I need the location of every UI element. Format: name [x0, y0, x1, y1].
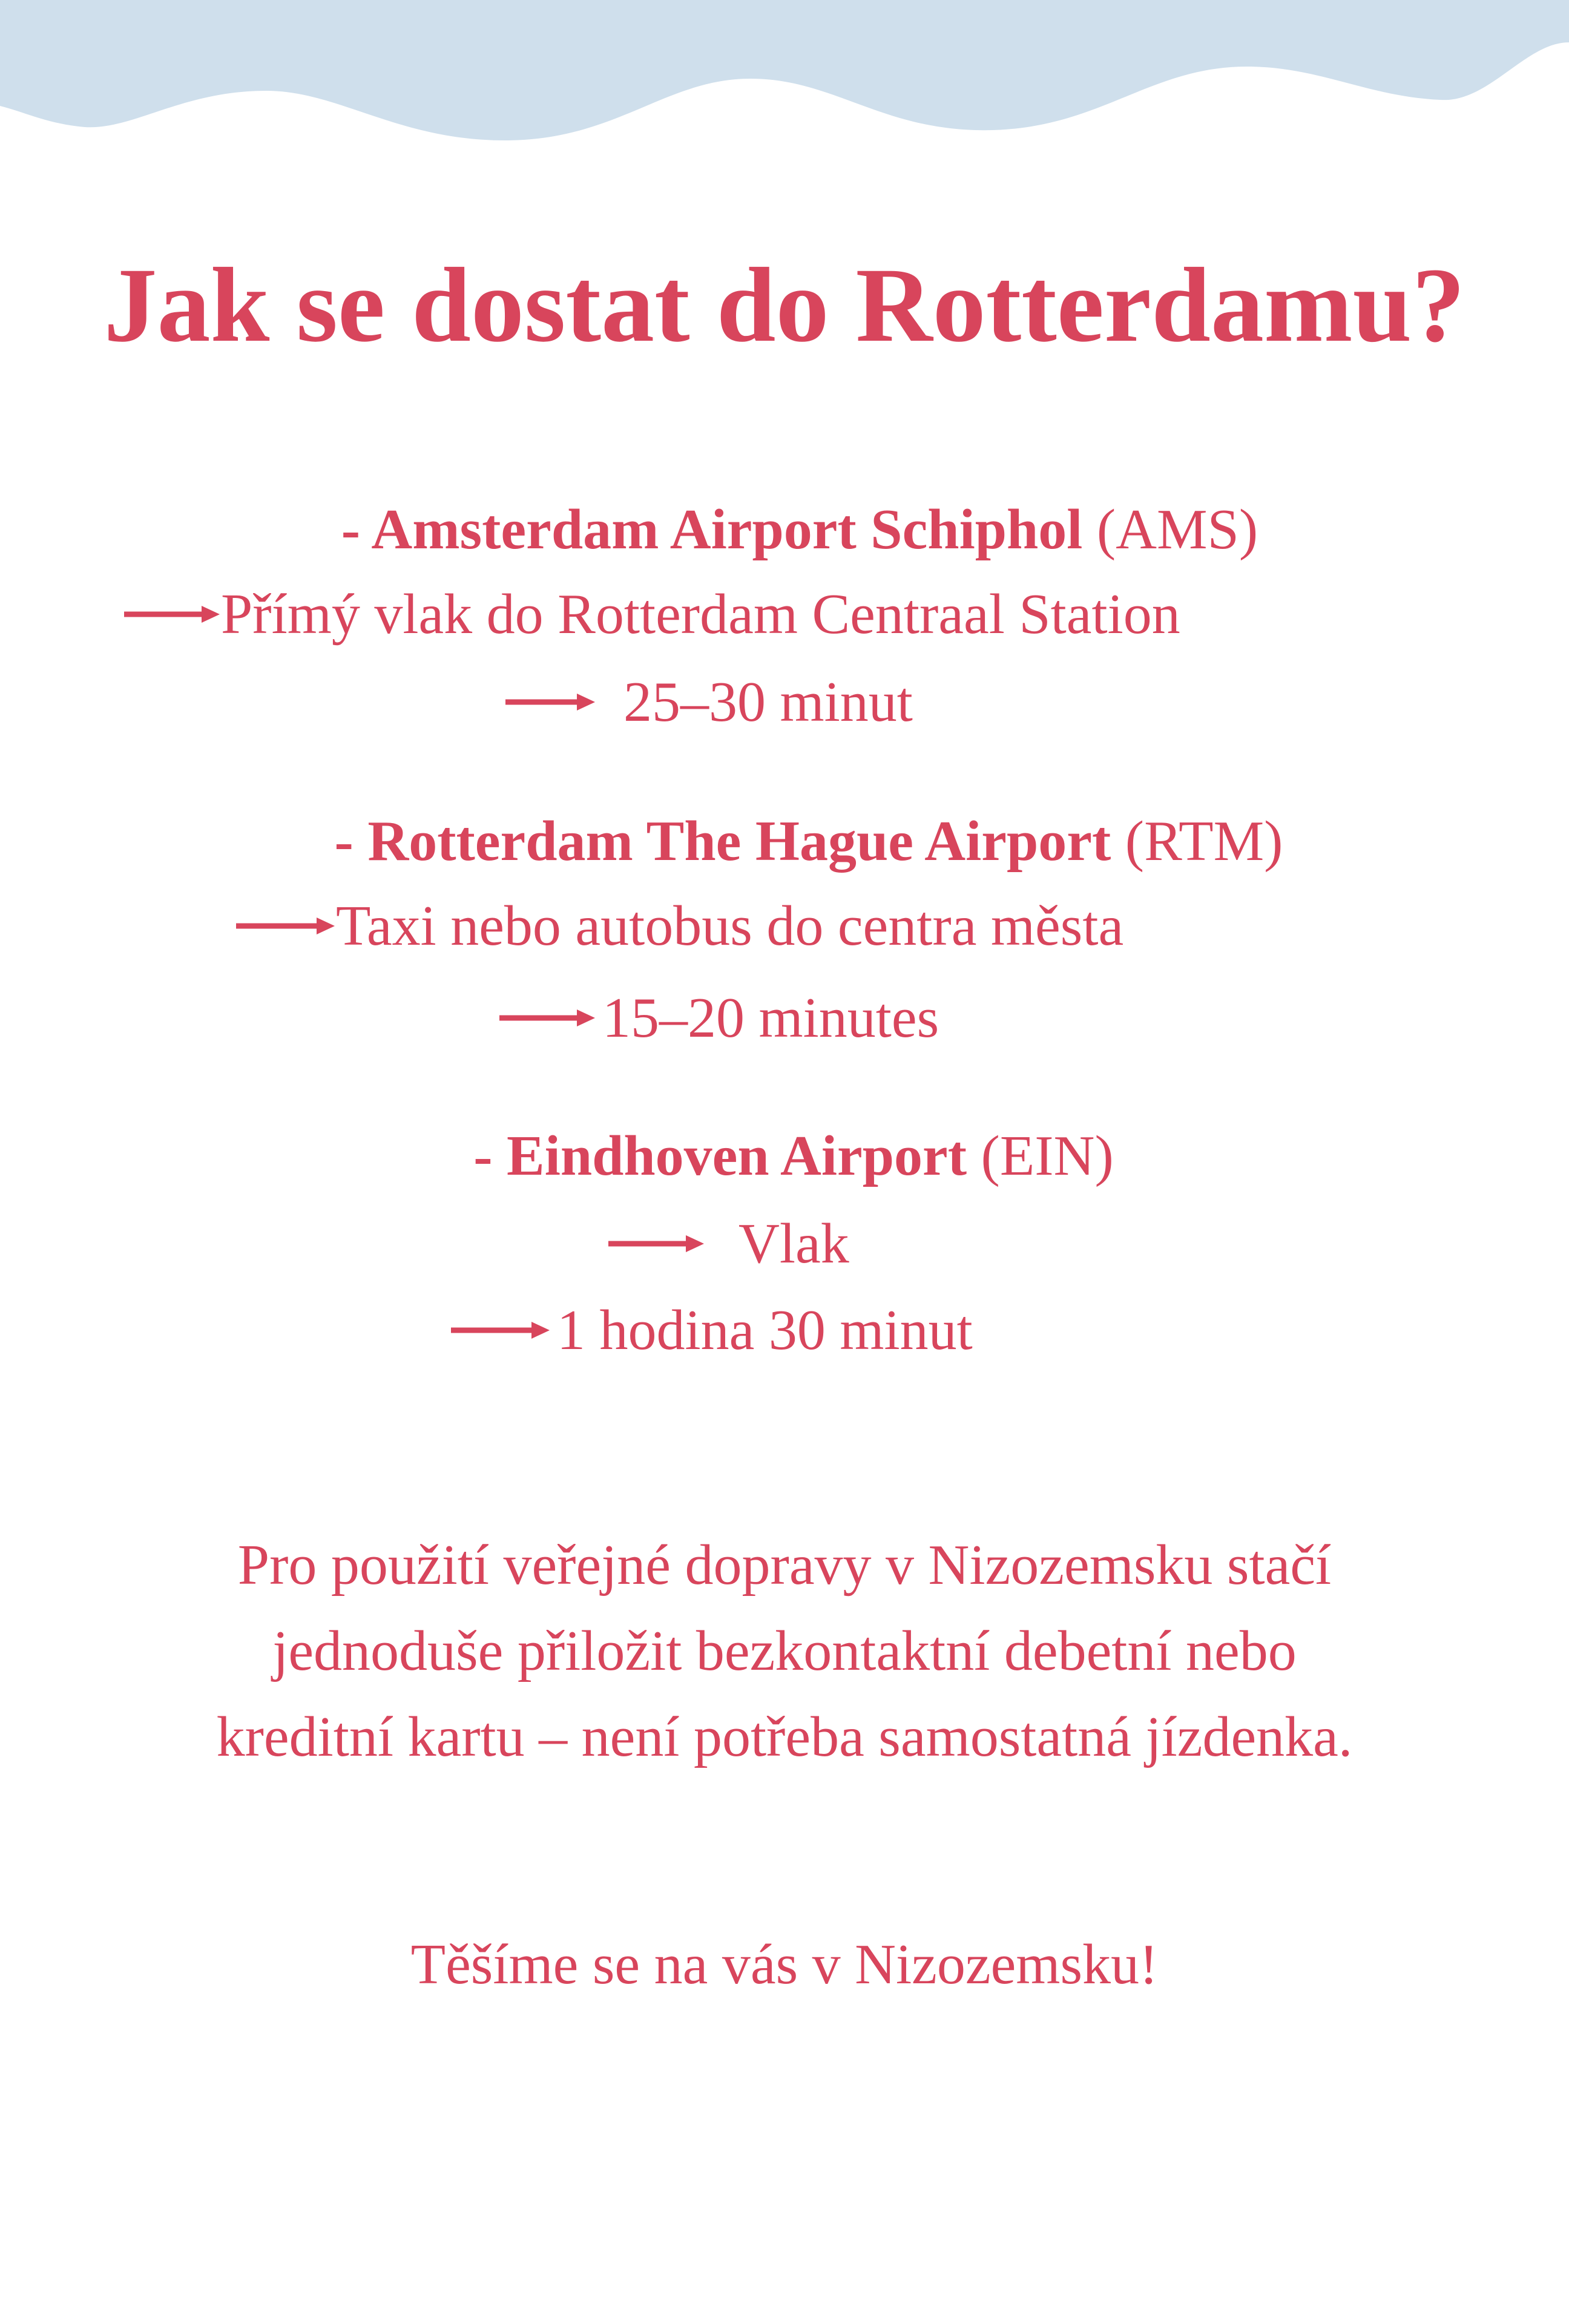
page-title: Jak se dostat do Rotterdamu? — [104, 246, 1465, 364]
arrow-right-icon — [451, 1318, 551, 1342]
arrow-right-icon — [124, 602, 221, 626]
airport-heading-ams — [0, 493, 1569, 566]
duration-text: 25–30 minut — [623, 671, 913, 734]
route-text: Taxi nebo autobus do centra města — [336, 894, 1124, 957]
arrow-right-icon — [236, 914, 336, 938]
route-text: Vlak — [738, 1212, 849, 1275]
airport-duration-ein — [0, 1294, 1569, 1367]
airport-code: (RTM) — [1125, 810, 1283, 873]
airport-route-rtm — [0, 890, 1569, 962]
airport-name: - Rotterdam The Hague Airport — [334, 810, 1111, 873]
payment-note — [0, 1522, 1569, 1780]
arrow-right-icon — [608, 1232, 705, 1256]
airport-duration-rtm — [0, 982, 1569, 1054]
airport-route-ein — [0, 1207, 1569, 1280]
arrow-right-icon — [499, 1006, 596, 1030]
airport-code: (AMS) — [1096, 498, 1258, 561]
wave-shape — [0, 0, 1569, 140]
airport-route-ams — [0, 578, 1569, 651]
closing-text: Těšíme se na vás v Nizozemsku! — [410, 1933, 1159, 1996]
duration-text: 1 hodina 30 minut — [557, 1299, 973, 1362]
note-line: jednoduše přiložit bezkontaktní debetní nebo — [272, 1620, 1297, 1682]
airport-heading-rtm — [0, 805, 1569, 878]
note-line: Pro použití veřejné dopravy v Nizozemsku stačí — [237, 1534, 1332, 1597]
wave-decoration — [0, 0, 1569, 157]
airport-duration-ams — [0, 666, 1569, 738]
airport-name: - Eindhoven Airport — [473, 1124, 967, 1187]
airport-code: (EIN) — [981, 1124, 1114, 1187]
arrow-right-icon — [505, 690, 596, 714]
route-text: Přímý vlak do Rotterdam Centraal Station — [221, 583, 1180, 646]
duration-text: 15–20 minutes — [602, 986, 939, 1049]
airport-name: - Amsterdam Airport Schiphol — [341, 498, 1083, 561]
note-line: kreditní kartu – není potřeba samostatná jízdenka. — [216, 1705, 1353, 1768]
airport-heading-ein — [0, 1120, 1569, 1192]
